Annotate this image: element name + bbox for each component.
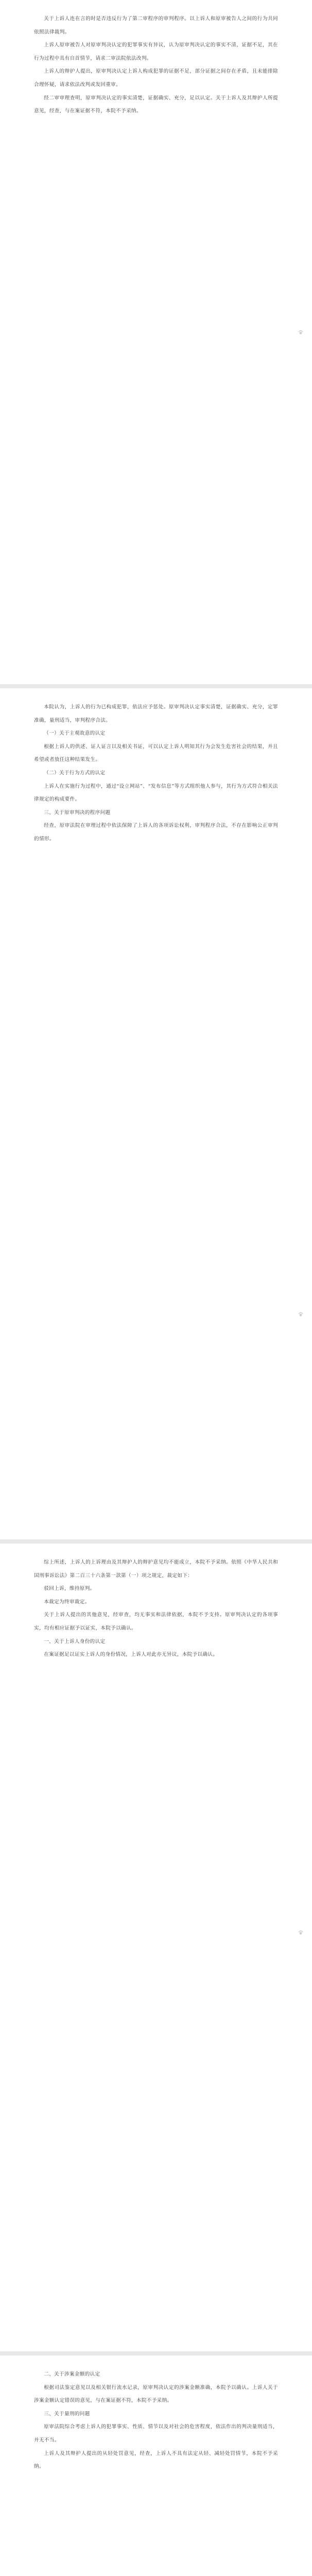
document-page (0, 1544, 312, 2351)
paragraph: 关于上诉人连在言的时是否违反行为了第二审程序的审判程序。以上诉人和原审被告人之间的行为共同依照法律裁判。 (34, 16, 278, 35)
paragraph: 经二审审理查明，原审判决认定的事实清楚，证据确实、充分，足以认定。关于上诉人及其辩护人所提意见，经查，与在案证据不符，本院不予采纳。 (34, 95, 278, 114)
paragraph: 二、关于涉案金额的认定 (44, 2371, 100, 2377)
paw-icon (298, 1930, 303, 1935)
paragraph: 原审法院综合考虑上诉人的犯罪事实、性质、情节以及对社会的危害程度，依法作出的判决量刑适当，并无不当。 (34, 2424, 278, 2443)
paragraph: 三、关于原审判决的程序问题 (44, 809, 111, 816)
paragraph: （二）关于行为方式的认定 (44, 770, 106, 776)
document-page (0, 0, 312, 684)
watermark (298, 330, 305, 335)
paragraph: （一）关于主观故意的认定 (44, 731, 106, 737)
paragraph: 本裁定为终审裁定。 (44, 1599, 90, 1605)
page-separator (0, 684, 312, 688)
watermark (298, 1312, 305, 1317)
document-page (0, 2355, 312, 2576)
page-separator (0, 1539, 312, 1544)
paragraph: 根据上诉人的供述、证人证言以及相关书证，可以认定上诉人明知其行为会发生危害社会的结果，并且希望或者放任这种结果发生。 (34, 743, 278, 763)
paragraph: 驳回上诉，维持原判。 (44, 1586, 95, 1592)
page-text (34, 1556, 278, 1662)
paragraph: 上诉人原审被告人对原审判决认定的犯罪事实有异议，认为原审判决认定的事实不清，证据不足，其在行为过程中具有自首情节，请求二审法院依法改判。 (34, 42, 278, 61)
paragraph: 关于上诉人提出的其他意见，经审查，均无事实和法律依据，本院不予支持。原审判决认定的各项事实，均有相应证据予以证实，本院予以确认。 (34, 1612, 278, 1631)
page-separator (0, 2351, 312, 2355)
paragraph: 经查，原审法院在审理过程中依法保障了上诉人的各项诉讼权利，审判程序合法，不存在影响公正审判的情形。 (34, 823, 278, 842)
paragraph: 上诉人及其辩护人提出的从轻处罚意见，经查，上诉人不具有法定从轻、减轻处罚情节，本院不予采纳。 (34, 2450, 278, 2470)
page-text (34, 2368, 278, 2473)
paw-icon (298, 330, 303, 335)
watermark (298, 1930, 305, 1935)
paw-icon (298, 1312, 303, 1317)
paragraph: 上诉人在实施行为过程中，通过“设立网站”、“发布信息”等方式组织他人参与，其行为方式符合相关法律规定的构成要件。 (34, 783, 278, 803)
page-text (34, 12, 278, 118)
paragraph: 本院认为，上诉人的行为已构成犯罪，依法应予惩处。原审判决认定事实清楚，证据确实、充分，定罪准确，量刑适当，审判程序合法。 (34, 704, 278, 723)
paragraph: 在案证据足以证实上诉人的身份情况，上诉人对此亦无异议，本院予以确认。 (44, 1652, 218, 1658)
page-text (34, 701, 278, 846)
paragraph: 上诉人的辩护人提出，原审判决认定上诉人构成犯罪的证据不足，部分证据之间存在矛盾，且未能排除合理怀疑，请求依法改判或发回重审。 (34, 69, 278, 88)
document-page (0, 688, 312, 1539)
paragraph: 三、关于量刑的问题 (44, 2411, 90, 2417)
paragraph: 综上所述，上诉人的上诉理由及其辩护人的辩护意见均不能成立，本院不予采纳。依照《中华人民共和国刑事诉讼法》第二百三十六条第一款第（一）项之规定，裁定如下： (34, 1560, 278, 1579)
paragraph: 根据司法鉴定意见以及相关银行流水记录，原审判决认定的涉案金额准确，本院予以确认。上诉人关于涉案金额认定错误的意见，与在案证据不符，本院不予采纳。 (34, 2384, 278, 2404)
paragraph: 一、关于上诉人身份的认定 (44, 1638, 106, 1645)
